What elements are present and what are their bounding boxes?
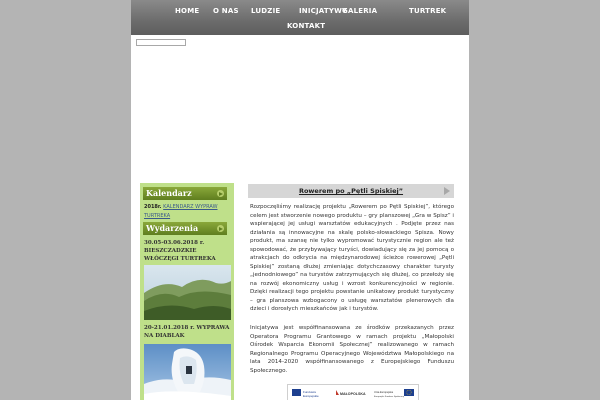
nav-kontakt[interactable]: KONTAKT [287, 22, 326, 30]
nav-ludzie[interactable]: LUDZIE [251, 7, 281, 15]
top-navigation [131, 0, 469, 35]
article-title-bar [248, 184, 454, 198]
event-link-diablak[interactable]: 20-21.01.2018 r. WYPRAWA NA DIABLAK [144, 325, 230, 339]
funding-logos-image [288, 385, 418, 400]
arrow-right-icon [444, 187, 450, 195]
events-title: Wydarzenia [146, 223, 199, 233]
event-photo-mountains[interactable] [144, 265, 231, 320]
winter-image [144, 344, 231, 400]
arrow-right-icon[interactable] [217, 190, 224, 197]
header-banner [131, 35, 469, 180]
calendar-entry [144, 203, 230, 221]
logo-malopolska: MAŁOPOLSKA [340, 392, 366, 396]
article-paragraph-1: Rozpoczęliśmy realizację projektu „Rowerem po Pętli Spiskiej”, którego celem jest stworzenie nowego produktu – gry planszowej „Gra w Spisz” i wspierającej jej usługi warsztatów edukacyjnych . Podjęte przez nas działania są innowacyjne na skalę polsko-słowackiego Spisza. Nowy produkt, ma szansę nie tylko wypromować turystycznie region ale też spowodować, że przybywający turyści, dowiadujący się za jej pomocą o atrakcjach do odkrycia na międzynarodowej ścieżce rowerowej „Pętli Spiskiej” zostaną dłużej zmieniając dotychczasowy charakter turysty „jednodniowego” na turystów zatrzymujących się dłużej, co przełoży się na rozwój ekonomiczny usług i wzrost konkurencyjności w regionie. Dzięki realizacji tego projektu powstanie unikatowy produkt turystyczny – gra planszowa wzbogacony o usługę warsztatów plenerowych dla dzieci i dorosłych mieszkańców jak i turystów. [250, 204, 454, 312]
logo-fundusze-line1: Fundusze [303, 390, 317, 394]
logo-ue-line1: Unia Europejska [374, 391, 394, 394]
arrow-right-icon[interactable] [217, 225, 224, 232]
search-input[interactable] [136, 39, 186, 46]
nav-home[interactable]: HOME [175, 7, 200, 15]
article-title-link[interactable]: Rowerem po „Pętli Spiskiej” [298, 187, 404, 195]
nav-o-nas[interactable]: O NAS [213, 7, 239, 15]
calendar-title: Kalendarz [146, 188, 192, 198]
sidebar [140, 183, 234, 400]
article-paragraph-2: Inicjatywa jest współfinansowana ze środków przekazanych przez Operatora Programu Grantowego w ramach projektu „Małopolski Ośrodek Wsparcia Ekonomii Społecznej” realizowanego w ramach Regionalnego Programu Operacyjnego Województwa Małopolskiego na lata 2014-2020 współfinansowanego z Europejskiego Funduszu Społecznego. [250, 325, 454, 374]
events-box-title [143, 222, 227, 235]
nav-inicjatywy[interactable]: INICJATYWY [299, 7, 348, 15]
logo-ue-line2: Europejski Fundusz Społeczny [374, 396, 404, 398]
page [131, 0, 469, 400]
mountains-image [144, 265, 231, 320]
calendar-entry-year: 2018r. [144, 204, 162, 210]
nav-galeria[interactable]: GALERIA [342, 7, 378, 15]
calendar-box-title [143, 187, 227, 200]
funding-logos [287, 384, 419, 400]
calendar-link[interactable]: KALENDARZ WYPRAW TURTREKA [144, 204, 218, 219]
event-link-bieszczady[interactable]: 30.05-03.06.2018 r. BIESZCZADZKIE WŁÓCZĘGI TURTREKA [144, 240, 216, 262]
article [243, 181, 469, 400]
event-photo-winter[interactable] [144, 344, 231, 400]
nav-turtrek[interactable]: TURTREK [409, 7, 447, 15]
logo-fundusze-line2: Europejskie [303, 394, 319, 398]
